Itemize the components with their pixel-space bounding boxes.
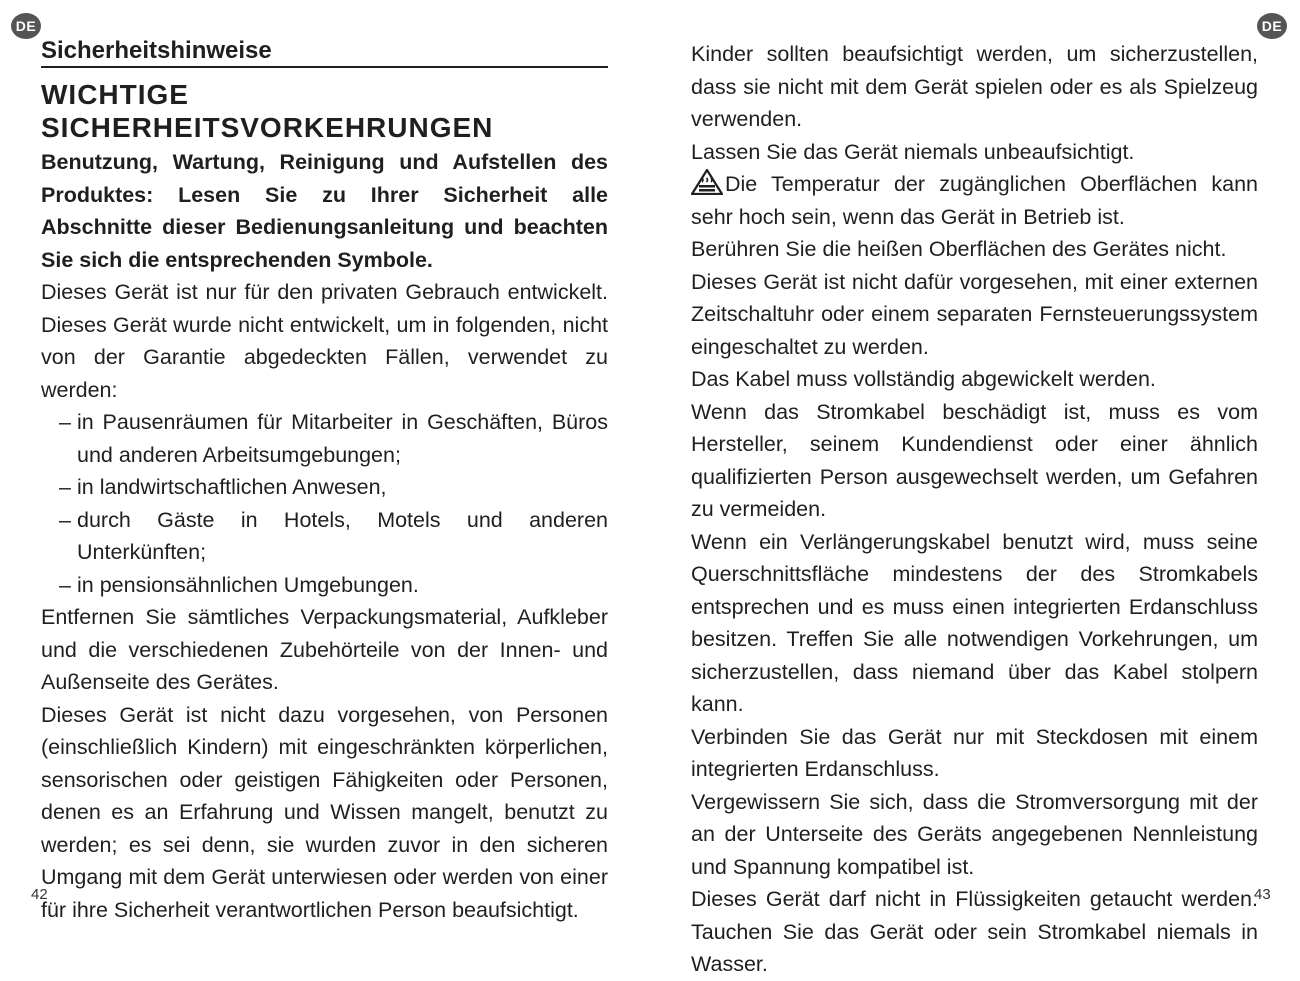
page-number: 43 [1254, 886, 1271, 903]
list-item: – in landwirtschaftlichen Anwesen, [59, 471, 608, 504]
warning-paragraph [691, 168, 1258, 233]
language-badge: DE [1257, 13, 1287, 39]
paragraph-unattended: Lassen Sie das Gerät niemals unbeaufsichtigt. [691, 139, 1135, 164]
right-column [691, 38, 1258, 981]
main-title [41, 78, 608, 144]
paragraph-timer: Dieses Gerät ist nicht dafür vorgesehen, mit einer externen Zeitschaltuhr oder einem separaten Fernsteuerungssystem eingeschaltet zu werden. [691, 269, 1258, 359]
left-page [0, 0, 650, 922]
left-column [41, 36, 608, 926]
paragraph-cable-unwind: Das Kabel muss vollständig abgewickelt werden. [691, 367, 1156, 391]
intro-bold-paragraph: Benutzung, Wartung, Reinigung und Aufstellen des Produktes: Lesen Sie zu Ihrer Sicherheit alle Abschnitte dieser Bedienungsanleitung und beachten Sie sich die entsprechenden Symbole. [41, 150, 608, 272]
paragraph-persons: Dieses Gerät ist nicht dazu vorgesehen, von Personen (einschließlich Kindern) mit eingeschränkten körperlichen, sensorischen oder geistigen Fähigkeiten oder Personen, denen es an Erfahrung und Wissen mangelt, benutzt zu werden; es sei denn, sie wurden zuvor in den sicheren Umgang mit dem Gerät unterwiesen oder werden von einer für ihre Sicherheit verantwortlichen Person beaufsichtigt. [41, 702, 608, 922]
list-item: – in Pausenräumen für Mitarbeiter in Geschäften, Büros und anderen Arbeitsumgebungen; [59, 406, 608, 471]
list-item: – in pensionsähnlichen Umgebungen. [59, 569, 608, 602]
main-title-line1: WICHTIGE [41, 79, 189, 110]
paragraph-private-use: Dieses Gerät ist nur für den privaten Gebrauch entwickelt. Dieses Gerät wurde nicht entwickelt, um in folgenden, nicht von der Garantie abgedeckten Fällen, verwendet zu werden: [41, 280, 608, 402]
paragraph-hot-surfaces: Berühren Sie die heißen Oberflächen des Gerätes nicht. [691, 237, 1227, 261]
section-heading: Sicherheitshinweise [41, 36, 608, 68]
paragraph-packaging: Entfernen Sie sämtliches Verpackungsmaterial, Aufkleber und die verschiedenen Zubehörteile von der Innen- und Außenseite des Gerätes. [41, 605, 608, 694]
right-page [650, 0, 1300, 976]
paragraph-grounded-socket: Verbinden Sie das Gerät nur mit Steckdosen mit einem integrierten Erdanschluss. [691, 724, 1258, 781]
hot-surface-warning-icon [691, 169, 723, 195]
paragraph-power-supply: Vergewissern Sie sich, dass die Stromversorgung mit der an der Unterseite des Geräts angegebenen Nennleistung und Spannung kompatibel ist. [691, 789, 1258, 879]
list-item: – durch Gäste in Hotels, Motels und anderen Unterkünften; [59, 504, 608, 569]
page-number: 42 [31, 886, 48, 903]
paragraph-children: Kinder sollten beaufsichtigt werden, um sicherzustellen, dass sie nicht mit dem Gerät spielen oder es als Spielzeug verwenden. [691, 42, 1258, 131]
paragraph-cable-damaged: Wenn das Stromkabel beschädigt ist, muss es vom Hersteller, seinem Kundendienst oder einer ähnlich qualifizierten Person ausgewechselt werden, um Gefahren zu vermeiden. [691, 399, 1258, 521]
warning-text: Die Temperatur der zugänglichen Oberflächen kann sehr hoch sein, wenn das Gerät in Betrieb ist. [691, 172, 1258, 229]
main-title-line2: SICHERHEITSVORKEHRUNGEN [41, 112, 494, 143]
exclusion-list [41, 406, 608, 601]
language-badge: DE [11, 13, 41, 39]
paragraph-water: Dieses Gerät darf nicht in Flüssigkeiten getaucht werden. Tauchen Sie das Gerät oder sein Stromkabel niemals in Wasser. [691, 887, 1258, 976]
paragraph-extension-cable: Wenn ein Verlängerungskabel benutzt wird, muss seine Querschnittsfläche mindestens der des Stromkabels entsprechen und es muss einen integrierten Erdanschluss besitzen. Treffen Sie alle notwendigen Vorkehrungen, um sicherzustellen, dass niemand über das Kabel stolpern kann. [691, 529, 1258, 716]
